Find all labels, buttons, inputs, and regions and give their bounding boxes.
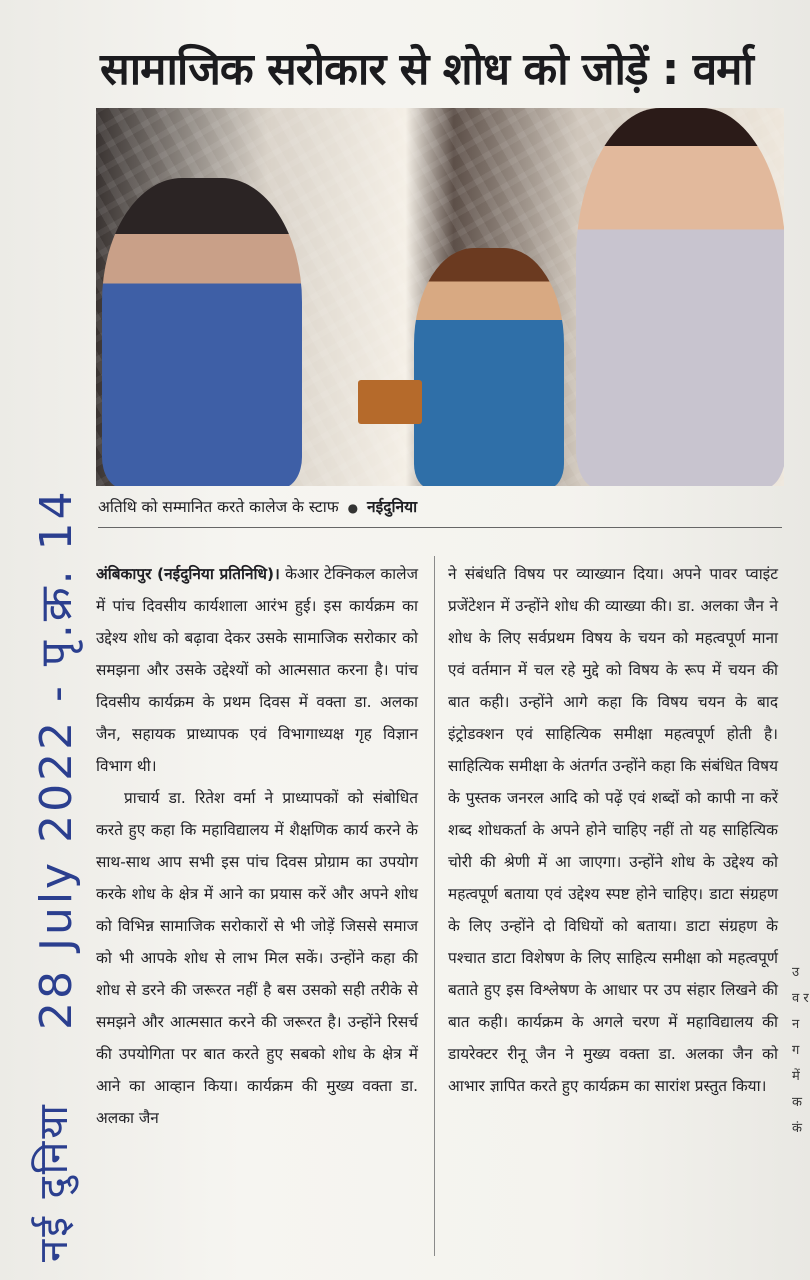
news-photo <box>96 108 784 486</box>
article-column-2 <box>448 558 778 1102</box>
article-headline: सामाजिक सरोकार से शोध को जोड़ें : वर्मा <box>100 44 753 95</box>
photo-memento <box>358 380 422 424</box>
caption-divider <box>98 527 782 528</box>
article-paragraph <box>96 558 418 782</box>
caption-text: अतिथि को सम्मानित करते कालेज के स्टाफ <box>98 498 339 516</box>
column-divider <box>434 556 435 1256</box>
adjacent-article-fragment: उ व र न ग में क कं <box>792 965 809 1136</box>
article-paragraph: ने संबंधति विषय पर व्याख्यान दिया। अपने पावर प्वाइंट प्रजेंटेशन में उन्होंने शोध की व्याख्या की। डा. अलका जैन ने शोध के लिए सर्वप्रथम विषय के चयन को महत्वपूर्ण माना एवं वर्तमान में चल रहे मुद्दे को विषय के रूप में चयन की बात कही। उन्होंने आगे कहा कि विषय चयन के बाद इंट्रोडक्शन एवं साहित्यिक समीक्षा महत्वपूर्ण होती है। साहित्यिक समीक्षा के अंतर्गत उन्होंने कहा कि संबंधित विषय के पुस्तक जनरल आदि को पढ़ें एवं शब्दों को कापी ना करें शब्द शोधकर्ता के अपने होने चाहिए नहीं तो यह साहित्यिक चोरी की श्रेणी में आ जाएगा। उन्होंने शोध के उद्देश्य को महत्वपूर्ण बताया एवं उद्देश्य स्पष्ट होने चाहिए। डाटा संग्रहण के लिए उन्होंने दो विधियों को बताया। डाटा संग्रहण के पश्चात डाटा विशेषण के लिए साहित्य समीक्षा को महत्वपूर्ण बताते हुए इस विश्लेषण के आधार पर उप संहार लिखने की बात कही। कार्यक्रम के अगले चरण में महाविद्यालय की डायरेक्टर रीनू जैन ने मुख्य वक्ता डा. अलका जैन को आभार ज्ञापित करते हुए कार्यक्रम का सारांश प्रस्तुत किया। <box>448 565 778 1095</box>
paragraph-text: केआर टेक्निकल कालेज में पांच दिवसीय कार्यशाला आरंभ हुई। इस कार्यक्रम का उद्देश्य शोध को बढ़ावा देकर उसके सामाजिक सरोकार को समझना और उसके उद्देश्यों को आत्मसात करना है। पांच दिवसीय कार्यक्रम के प्रथम दिवस में वक्ता डा. अलका जैन, सहायक प्राध्यापक एवं विभागाध्यक्ष गृह विज्ञान विभाग थी। <box>96 565 418 775</box>
photo-person-guest <box>414 248 564 486</box>
photo-credit: नईदुनिया <box>367 498 418 516</box>
bullet-icon: ● <box>347 501 359 515</box>
dateline: अंबिकापुर (नईदुनिया प्रतिनिधि)। <box>96 565 280 583</box>
article-paragraph: प्राचार्य डा. रितेश वर्मा ने प्राध्यापकों को संबोधित करते हुए कहा कि महाविद्यालय में शैक्षणिक कार्य करने के साथ-साथ आप सभी इस पांच दिवस प्रोग्राम का उपयोग करके शोध के क्षेत्र में आने का प्रयास करें और अपने शोध को विभिन्न सामाजिक सरोकारों से भी जोड़ें जिससे समाज को भी आपके शोध से लाभ मिल सकें। उन्होंने कहा की शोध से डरने की जरूरत नहीं है बस उसको सही तरीके से समझने और आत्मसात करने की जरूरत है। उन्होंने रिसर्च की उपयोगिता पर बात करते हुए सबको शोध के क्षेत्र में आने का आव्हान किया। कार्यक्रम की मुख्य वक्ता डा. अलका जैन <box>96 789 418 1127</box>
handwritten-date: 28 July 2022 - पृ.क्र. 14 <box>31 488 82 1030</box>
handwritten-newspaper-name: नई दुनिया <box>31 1102 77 1262</box>
photo-person-woman <box>576 108 784 486</box>
photo-caption <box>98 494 778 521</box>
article-column-1 <box>96 558 418 1134</box>
photo-person-man <box>102 178 302 486</box>
